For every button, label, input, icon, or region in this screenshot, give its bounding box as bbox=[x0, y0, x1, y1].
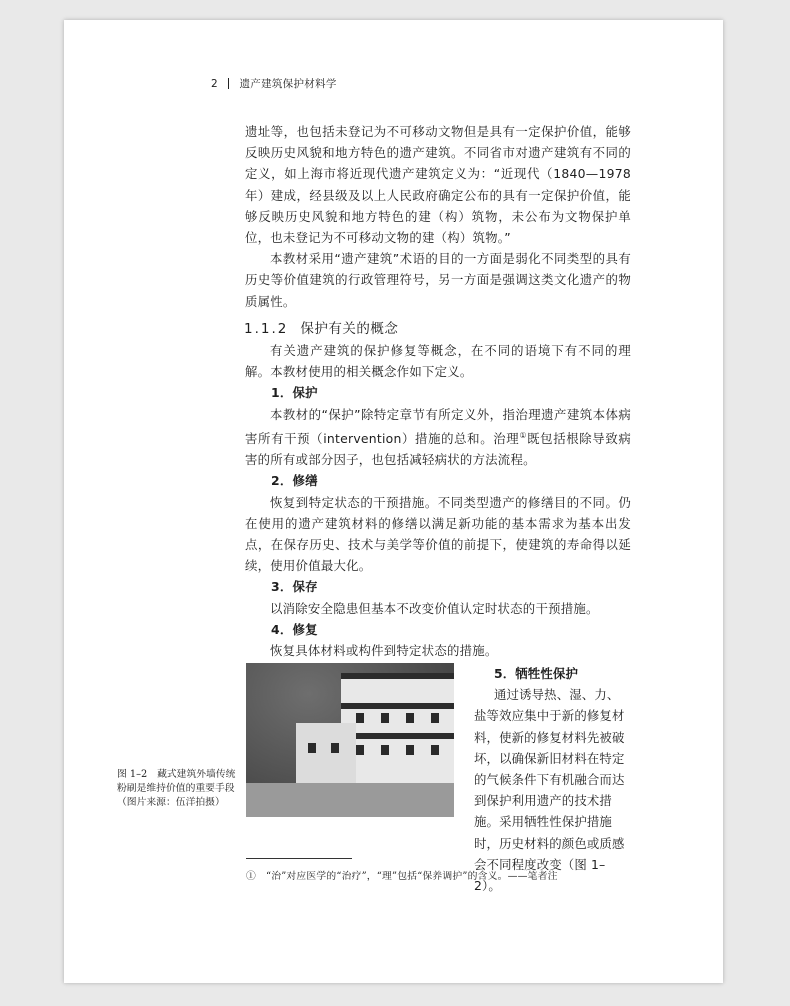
footnote-rule bbox=[246, 858, 352, 859]
section-title: 保护有关的概念 bbox=[300, 321, 399, 337]
photo-foreground-roof bbox=[246, 783, 454, 817]
concept-text-preservation: 以消除安全隐患但基本不改变价值认定时状态的干预措施。 bbox=[270, 600, 599, 616]
concept-text-repair: 恢复到特定状态的干预措施。不同类型遗产的修缮目的不同。仍在使用的遗产建筑材料的修缮以满足新功能的基本需求为基本出发点，在保存历史、技术与美学等价值的前提下，使建筑的寿命得以延续，使用价值最大化。 bbox=[245, 494, 631, 574]
photo-window bbox=[331, 743, 339, 753]
intro-paragraph-1: 遗址等，也包括未登记为不可移动文物但是具有一定保护价值，能够反映历史风貌和地方特色的遗产建筑。不同省市对遗产建筑有不同的定义，如上海市将近现代遗产建筑定义为：“近现代（1840—1978年）建成，经县级及以上人民政府确定公布的具有一定保护价值，能够反映历史风貌和地方特色的建（构）筑物，未公布为文物保护单位，也未登记为不可移动文物的建（构）筑物。” bbox=[245, 124, 631, 246]
photo-window bbox=[406, 745, 414, 755]
concept-text-sacrificial: 通过诱导热、湿、力、盐等效应集中于新的修复材料，使新的修复材料先被破坏，以确保新旧材料在特定的气候条件下有机融合而达到保护利用遗产的技术措施。采用牺牲性保护措施时，历史材料的颜色或质感会不同程度改变（图 1–2）。 bbox=[474, 687, 625, 894]
concept-text-restoration: 恢复具体材料或构件到特定状态的措施。 bbox=[270, 642, 498, 658]
footnote-marker: ① bbox=[519, 430, 528, 440]
figure-caption bbox=[117, 768, 237, 810]
section-heading bbox=[244, 317, 398, 337]
photo-window bbox=[356, 745, 364, 755]
caption-label: 图 1–2 藏式建筑外墙传统粉刷是维持价值的重要手段 bbox=[117, 769, 236, 794]
concept-sacrificial bbox=[474, 663, 631, 896]
photo-window bbox=[406, 713, 414, 723]
photo-window bbox=[308, 743, 316, 753]
concept-heading-preservation: 3．保存 bbox=[271, 579, 318, 595]
intro-paragraph-2: 本教材采用“遗产建筑”术语的目的一方面是弱化不同类型的具有历史等价值建筑的行政管理符号，另一方面是强调这类文化遗产的物质属性。 bbox=[245, 251, 631, 309]
concept-heading-repair: 2．修缮 bbox=[271, 473, 318, 489]
photo-window bbox=[356, 713, 364, 723]
photo-band bbox=[341, 703, 454, 709]
concepts-text bbox=[245, 340, 631, 661]
photo-window bbox=[431, 745, 439, 755]
photo-band bbox=[341, 733, 454, 739]
concept-text-protection: 本教材的“保护”除特定章节有所定义外，指治理遗产建筑本体病害所有干预（intervention）措施的总和。治理①既包括根除导致病害的所有或部分因子，也包括减轻病状的方法流程。 bbox=[245, 406, 632, 468]
running-header bbox=[211, 76, 337, 91]
book-page bbox=[64, 20, 723, 983]
photo-window bbox=[431, 713, 439, 723]
caption-source: （图片来源：伍洋拍摄） bbox=[117, 797, 225, 808]
concept-heading-protection: 1．保护 bbox=[271, 385, 318, 401]
photo-roof-band bbox=[341, 673, 454, 679]
photo-window bbox=[381, 713, 389, 723]
section-number: 1.1.2 bbox=[244, 321, 289, 337]
book-title: 遗产建筑保护材料学 bbox=[239, 78, 337, 90]
header-divider bbox=[228, 78, 230, 89]
page-number: 2 bbox=[211, 77, 218, 90]
concept-heading-restoration: 4．修复 bbox=[271, 621, 318, 637]
figure-photo bbox=[246, 663, 454, 817]
footnote: ① “治”对应医学的“治疗”，“理”包括“保养调护”的含义。——笔者注 bbox=[246, 871, 558, 882]
concept-heading-sacrificial: 5．牺牲性保护 bbox=[494, 666, 579, 681]
section-intro: 有关遗产建筑的保护修复等概念，在不同的语境下有不同的理解。本教材使用的相关概念作如下定义。 bbox=[245, 343, 631, 380]
intro-text bbox=[245, 121, 631, 312]
photo-window bbox=[381, 745, 389, 755]
